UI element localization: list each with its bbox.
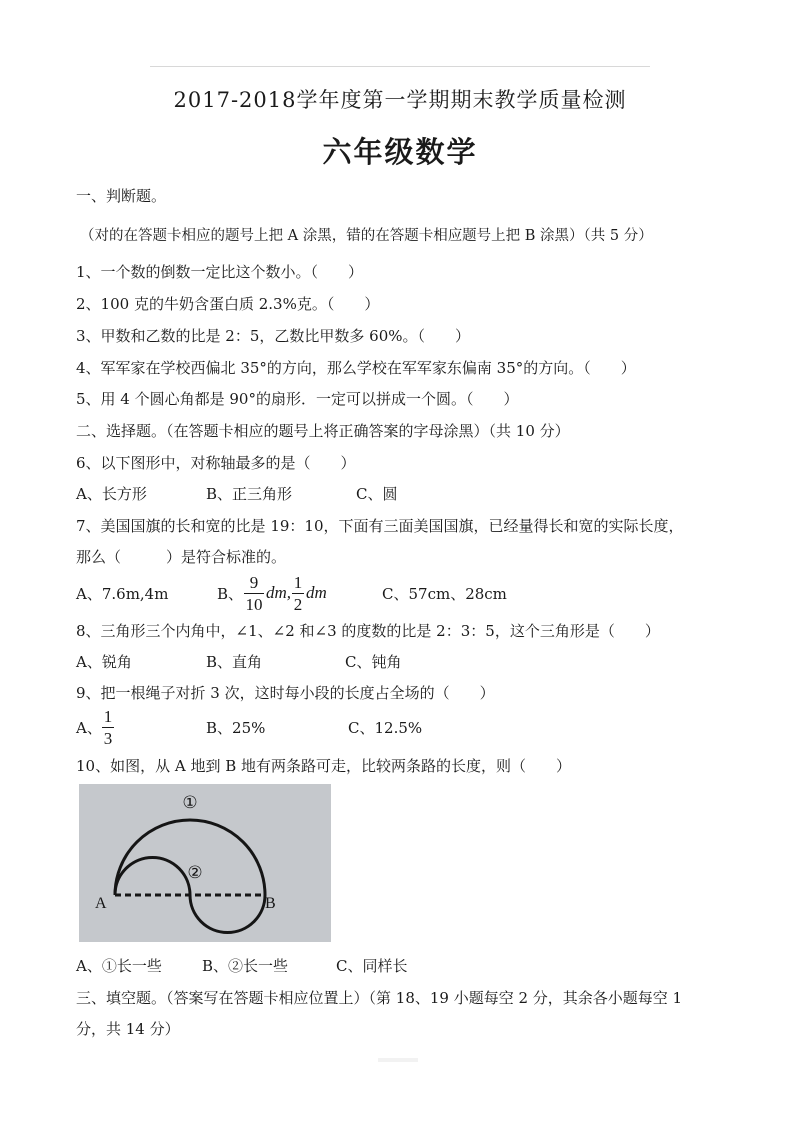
route-2-upper-arc	[115, 858, 190, 896]
question-6-option-c: C、圆	[356, 485, 398, 503]
fraction-numerator: 1	[293, 573, 303, 592]
figure-label-2: ②	[187, 863, 203, 882]
question-7-option-b-prefix: B、	[217, 585, 244, 603]
fraction-denominator: 3	[103, 729, 113, 748]
question-9-fraction	[102, 707, 114, 748]
question-9-stem: 9、把一根绳子对折 3 次，这时每小段的长度占全场的（ ）	[76, 684, 495, 702]
header-rule	[150, 66, 650, 67]
fraction-denominator: 2	[293, 595, 303, 614]
figure-label-1: ①	[182, 793, 198, 812]
question-10-stem: 10、如图，从 A 地到 B 地有两条路可走，比较两条路的长度，则（ ）	[76, 757, 572, 775]
question-8-option-a: A、锐角	[76, 653, 132, 671]
question-5: 5、用 4 个圆心角都是 90°的扇形．一定可以拼成一个圆。（ ）	[76, 390, 519, 408]
exam-title: 2017-2018学年度第一学期期末教学质量检测	[173, 88, 627, 112]
question-10-option-a: A、①长一些	[76, 957, 162, 975]
question-7-fraction-1	[244, 573, 264, 614]
subject-title: 六年级数学	[322, 135, 478, 169]
question-8-option-c: C、钝角	[345, 653, 402, 671]
question-7-fraction-2	[292, 573, 304, 614]
question-7-option-c: C、57cm、28cm	[382, 585, 507, 603]
section1-instruction: （对的在答题卡相应的题号上把 A 涂黑，错的在答题卡相应题号上把 B 涂黑）（共 5 分）	[80, 228, 653, 244]
fraction-numerator: 1	[103, 707, 113, 726]
fraction-numerator: 9	[249, 573, 259, 592]
figure-label-a: A	[95, 895, 107, 912]
question-6-option-a: A、长方形	[76, 485, 147, 503]
question-6-stem: 6、以下图形中，对称轴最多的是（ ）	[76, 454, 356, 472]
question-6-option-b: B、正三角形	[206, 485, 293, 503]
route-figure	[79, 784, 331, 942]
question-10-option-b: B、②长一些	[202, 957, 289, 975]
footer-watermark	[378, 1058, 418, 1062]
route-1-arc	[115, 820, 265, 895]
question-7-unit-1: dm,	[266, 583, 292, 602]
question-3: 3、甲数和乙数的比是 2：5，乙数比甲数多 60%。（ ）	[76, 327, 471, 345]
question-4: 4、军军家在学校西偏北 35°的方向，那么学校在军军家东偏南 35°的方向。（ ）	[76, 359, 636, 377]
question-2: 2、100 克的牛奶含蛋白质 2.3%克。（ ）	[76, 295, 380, 313]
question-9-option-b: B、25%	[206, 719, 266, 737]
question-7-stem-line1: 7、美国国旗的长和宽的比是 19：10，下面有三面美国国旗，已经量得长和宽的实际长度，	[76, 517, 684, 535]
question-7-stem-line2: 那么（ ）是符合标准的。	[76, 548, 287, 566]
question-8-option-b: B、直角	[206, 653, 263, 671]
question-9-option-c: C、12.5%	[348, 719, 423, 737]
section1-heading: 一、判断题。	[76, 187, 167, 205]
question-9-option-a-prefix: A、	[76, 719, 102, 737]
section3-heading-line2: 分，共 14 分）	[76, 1020, 180, 1038]
route-diagram	[79, 784, 331, 942]
fraction-denominator: 10	[245, 595, 263, 614]
route-2-lower-arc	[190, 895, 265, 933]
section2-heading: 二、选择题。（在答题卡相应的题号上将正确答案的字母涂黑）（共 10 分）	[76, 422, 570, 440]
figure-label-b: B	[265, 895, 276, 912]
question-8-stem: 8、三角形三个内角中，∠1、∠2 和∠3 的度数的比是 2：3：5，这个三角形是（ ）	[76, 622, 660, 640]
question-10-option-c: C、同样长	[336, 957, 408, 975]
question-7-option-a: A、7.6m,4m	[76, 585, 169, 603]
question-1: 1、一个数的倒数一定比这个数小。（ ）	[76, 263, 364, 281]
section3-heading-line1: 三、填空题。（答案写在答题卡相应位置上）（第 18、19 小题每空 2 分，其余各小题每空 1	[76, 989, 683, 1007]
question-7-unit-2: dm	[306, 583, 327, 602]
